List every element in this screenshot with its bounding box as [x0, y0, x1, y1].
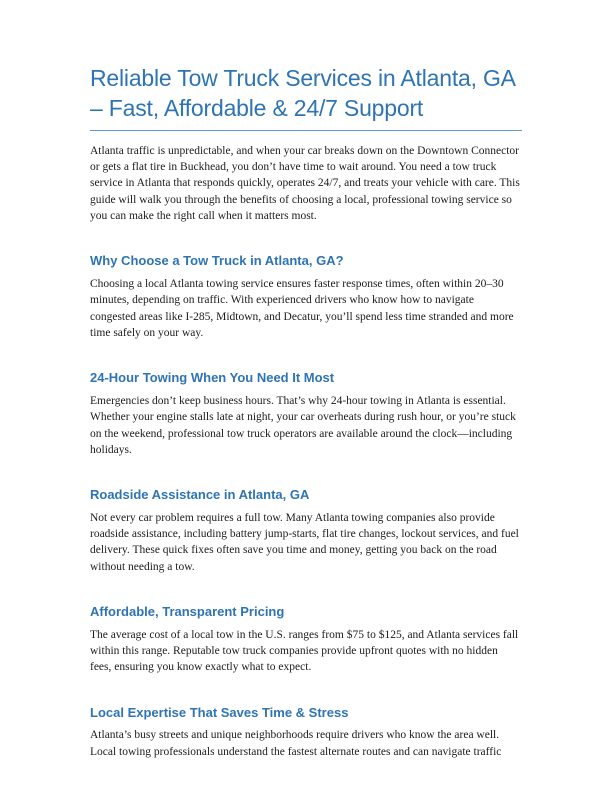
- section-heading: Why Choose a Tow Truck in Atlanta, GA?: [90, 253, 344, 269]
- section-24-hour-towing: [90, 370, 522, 458]
- section-local-expertise: [90, 705, 522, 760]
- section-roadside-assistance: [90, 487, 522, 575]
- section-paragraph: Choosing a local Atlanta towing service ensures faster response times, often within 20–30 minutes, depending on traffic. With experienced drivers who know how to navigate congested areas like I-285, Midtown, and Decatur, you’ll spend less time stranded and more time safely on your way.: [90, 278, 514, 339]
- section-heading: Affordable, Transparent Pricing: [90, 604, 285, 620]
- section-heading: 24-Hour Towing When You Need It Most: [90, 370, 335, 386]
- section-paragraph: The average cost of a local tow in the U.S. ranges from $75 to $125, and Atlanta services fall within this range. Reputable tow truck companies provide upfront quotes with no hidden fees, ensuring you know exactly what to expect.: [90, 628, 519, 674]
- intro-paragraph: Atlanta traffic is unpredictable, and when your car breaks down on the Downtown Connector or gets a flat tire in Buckhead, you don’t have time to wait around. You need a tow truck service in Atlanta that responds quickly, operates 24/7, and treats your vehicle with care. This guide will walk you through the benefits of choosing a local, professional towing service so you can make the right call when it matters most.: [90, 144, 520, 223]
- section-paragraph: Atlanta’s busy streets and unique neighborhoods require drivers who know the area well. Local towing professionals understand the fastest alternate routes and can navigate traffic: [90, 729, 502, 758]
- page-title: Reliable Tow Truck Services in Atlanta, GA – Fast, Affordable & 24/7 Support: [90, 65, 515, 121]
- section-why-choose: [90, 253, 522, 341]
- section-heading: Local Expertise That Saves Time & Stress: [90, 704, 349, 720]
- section-paragraph: Emergencies don’t keep business hours. That’s why 24-hour towing in Atlanta is essential. Whether your engine stalls late at night, your car overheats during rush hour, or you’re stuck on the weekend, professional tow truck operators are available around the clock—including holidays.: [90, 394, 516, 456]
- title-divider: [90, 130, 522, 131]
- section-paragraph: Not every car problem requires a full tow. Many Atlanta towing companies also provide roadside assistance, including battery jump-starts, flat tire changes, lockout services, and fuel delivery. These quick fixes often save you time and money, getting you back on the road without needing a tow.: [90, 511, 519, 573]
- section-pricing: [90, 604, 522, 676]
- section-heading: Roadside Assistance in Atlanta, GA: [90, 487, 310, 503]
